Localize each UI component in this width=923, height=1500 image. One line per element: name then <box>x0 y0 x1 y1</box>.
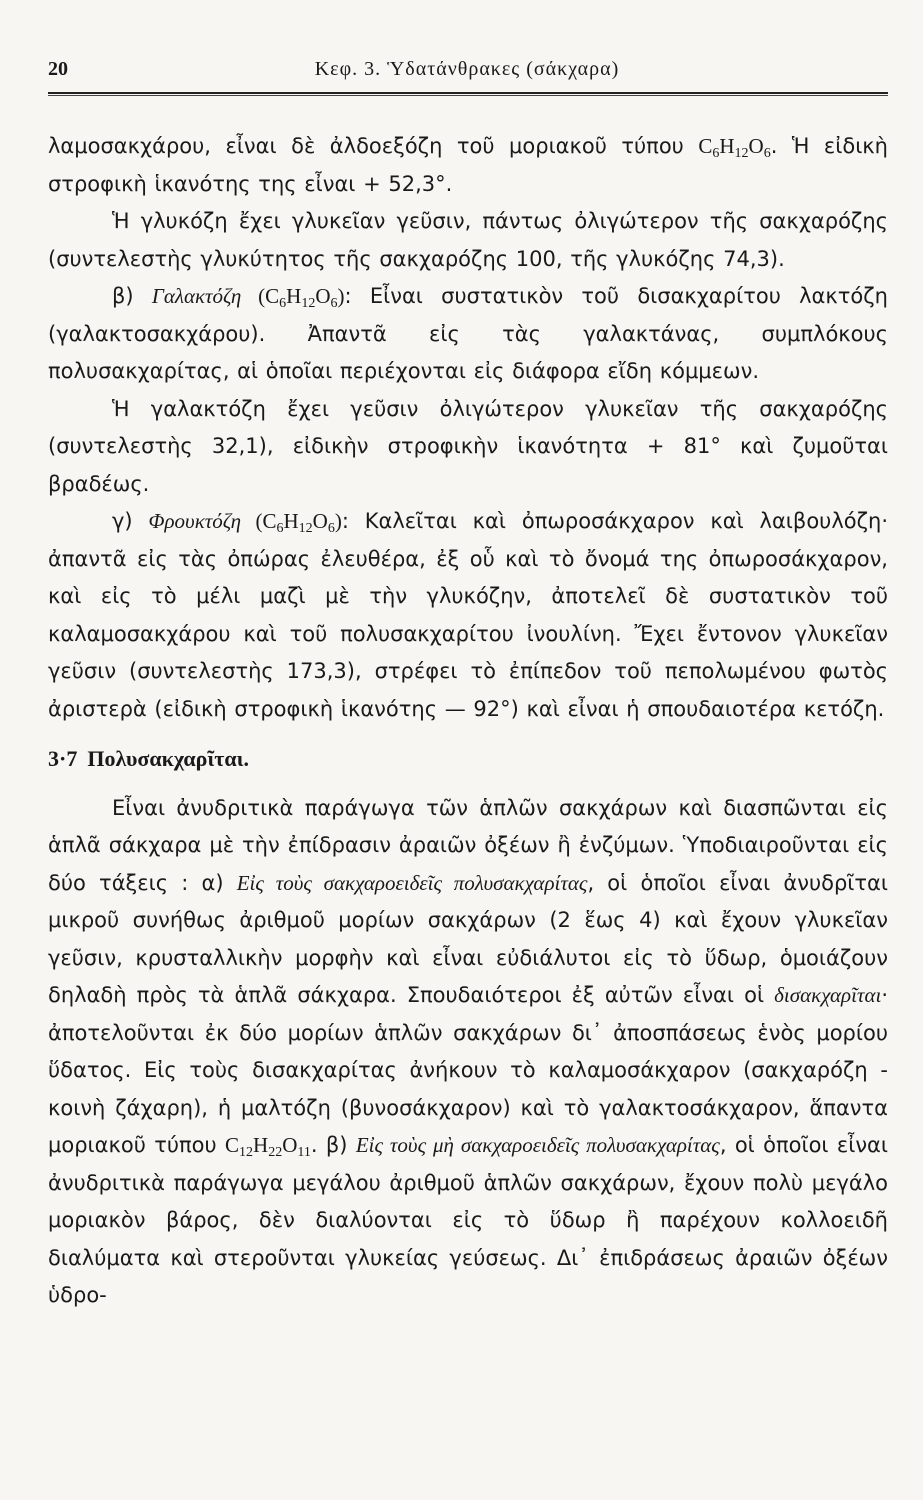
paragraph-polysaccharides: Εἶναι ἀνυδριτικὰ παράγωγα τῶν ἁπλῶν σακχάρων καὶ διασπῶνται εἰς ἁπλᾶ σάκχαρα μὲ τὴν ἐπίδρασιν ἀραιῶν ὀξέων ἢ ἐνζύμων. Ὑποδιαιροῦνται εἰς δύο τάξεις : α) Εἰς τοὺς σακχαροειδεῖς πολυσακχαρίτας, οἱ ὁποῖοι εἶναι ἀνυδρῖται μικροῦ συνήθως ἀριθμοῦ μορίων σακχάρων (2 ἕως 4) καὶ ἔχουν γλυκεῖαν γεῦσιν, κρυσταλλικὴν μορφὴν καὶ εἶναι εὐδιάλυτοι εἰς τὸ ὕδωρ, ὁμοιάζουν δηλαδὴ πρὸς τὰ ἁπλᾶ σάκχαρα. Σπουδαιότεροι ἐξ αὐτῶν εἶναι οἱ δισακχαρῖται· ἀποτελοῦνται ἐκ δύο μορίων ἁπλῶν σακχάρων δι᾽ ἀποσπάσεως ἑνὸς μορίου ὕδατος. Εἰς τοὺς δισακχαρίτας ἀνήκουν τὸ καλαμοσάκχαρον (σακχαρόζη - κοινὴ ζάχαρη), ἡ μαλτόζη (βυνοσάκχαρον) καὶ τὸ γαλακτοσάκχαρον, ἅπαντα μοριακοῦ τύπου $C_{12}H_{22}O_{11}$. β) Εἰς τοὺς μὴ σακχαροειδεῖς πολυσακχαρίτας, οἱ ὁποῖοι εἶναι ἀνυδριτικὰ παράγωγα μεγάλου ἀριθμοῦ ἁπλῶν σακχάρων, ἔχουν πολὺ μεγάλο μοριακὸν βάρος, δὲν διαλύονται εἰς τὸ ὕδωρ ἢ παρέχουν κολλοειδῆ διαλύματα καὶ στεροῦνται γλυκείας γεύσεως. Δι᾽ ἐπιδράσεως ἀραιῶν ὀξέων ὑδρο- <box>48 795 889 1307</box>
page-header <box>48 58 886 88</box>
body-text <box>48 128 888 1315</box>
paragraph-fructose: γ) Φρουκτόζη $(C_6H_{12}O_6)$: Καλεῖται καὶ ὀπωροσάκχαρον καὶ λαιβουλόζη· ἀπαντᾶ εἰς τὰς ὀπώρας ἐλευθέρα, ἐξ οὗ καὶ τὸ ὄνομά της ὀπωροσάκχαρον, καὶ εἰς τὸ μέλι μαζὶ μὲ τὴν γλυκόζην, ἀποτελεῖ δὲ συστατικὸν τοῦ καλαμοσακχάρου καὶ τοῦ πολυσακχαρίτου ἰνουλίνη. Ἔχει ἔντονον γλυκεῖαν γεῦσιν (συντελεστὴς 173,3), στρέφει τὸ ἐπίπεδον τοῦ πεπολωμένου φωτὸς ἀριστερὰ (εἰδικὴ στροφικὴ ἱκανότης — 92°) καὶ εἶναι ἡ σπουδαιοτέρα κετόζη. <box>48 509 889 721</box>
term-galactose: Γαλακτόζη <box>151 284 242 308</box>
chemical-formula: $(C_6H_{12}O_6)$ <box>241 509 342 536</box>
paragraph-galactose: β) Γαλακτόζη $(C_6H_{12}O_6)$: Εἶναι συστατικὸν τοῦ δισακχαρίτου λακτόζη (γαλακτοσακχάρου). Ἀπαντᾶ εἰς τὰς γαλακτάνας, συμπλόκους πολυσακχαρίτας, αἱ ὁποῖαι περιέχονται εἰς διάφορα εἴδη κόμμεων. <box>48 284 888 383</box>
chemical-formula: $C_{12}H_{22}O_{11}$ <box>225 1133 311 1160</box>
running-head: Κεφ. 3. Ὑδατάνθρακες (σάκχαρα) <box>314 58 620 80</box>
chemical-formula: $C_6H_{12}O_6$ <box>698 134 771 161</box>
term-sugar-like-polysaccharides: Εἰς τοὺς σακχαροειδεῖς πολυσακχαρίτας <box>236 870 588 895</box>
term-fructose: Φρουκτόζη <box>148 509 242 533</box>
chemical-formula: $(C_6H_{12}O_6)$ <box>241 284 345 311</box>
paragraph-glucose-taste: Ἡ γλυκόζη ἔχει γλυκεῖαν γεῦσιν, πάντως ὀλιγώτερον τῆς σακχαρόζης (συντελεστὴς γλυκύτητος τῆς σακχαρόζης 100, τῆς γλυκόζης 74,3). <box>48 209 888 271</box>
paragraph-glucose-formula: λαμοσακχάρου, εἶναι δὲ ἀλδοεξόζη τοῦ μοριακοῦ τύπου $C_6H_{12}O_6$. Ἡ εἰδικὴ στροφικὴ ἱκανότης της εἶναι + 52,3°. <box>48 134 888 196</box>
term-disaccharides: δισακχαρῖται <box>774 983 882 1007</box>
section-heading <box>48 740 888 778</box>
section-number: 3·7 <box>48 746 78 771</box>
paragraph-galactose-properties: Ἡ γαλακτόζη ἔχει γεῦσιν ὀλιγώτερον γλυκεῖαν τῆς σακχαρόζης (συντελεστὴς 32,1), εἰδικὴν στροφικὴν ἱκανότητα + 81° καὶ ζυμοῦται βραδέως. <box>48 396 888 496</box>
header-rule <box>48 92 888 96</box>
term-non-sugar-polysaccharides: Εἰς τοὺς μὴ σακχαροειδεῖς πολυσακχαρίτας <box>355 1133 720 1157</box>
page-number: 20 <box>48 58 68 80</box>
section-title: Πολυσακχαρῖται. <box>87 746 249 771</box>
